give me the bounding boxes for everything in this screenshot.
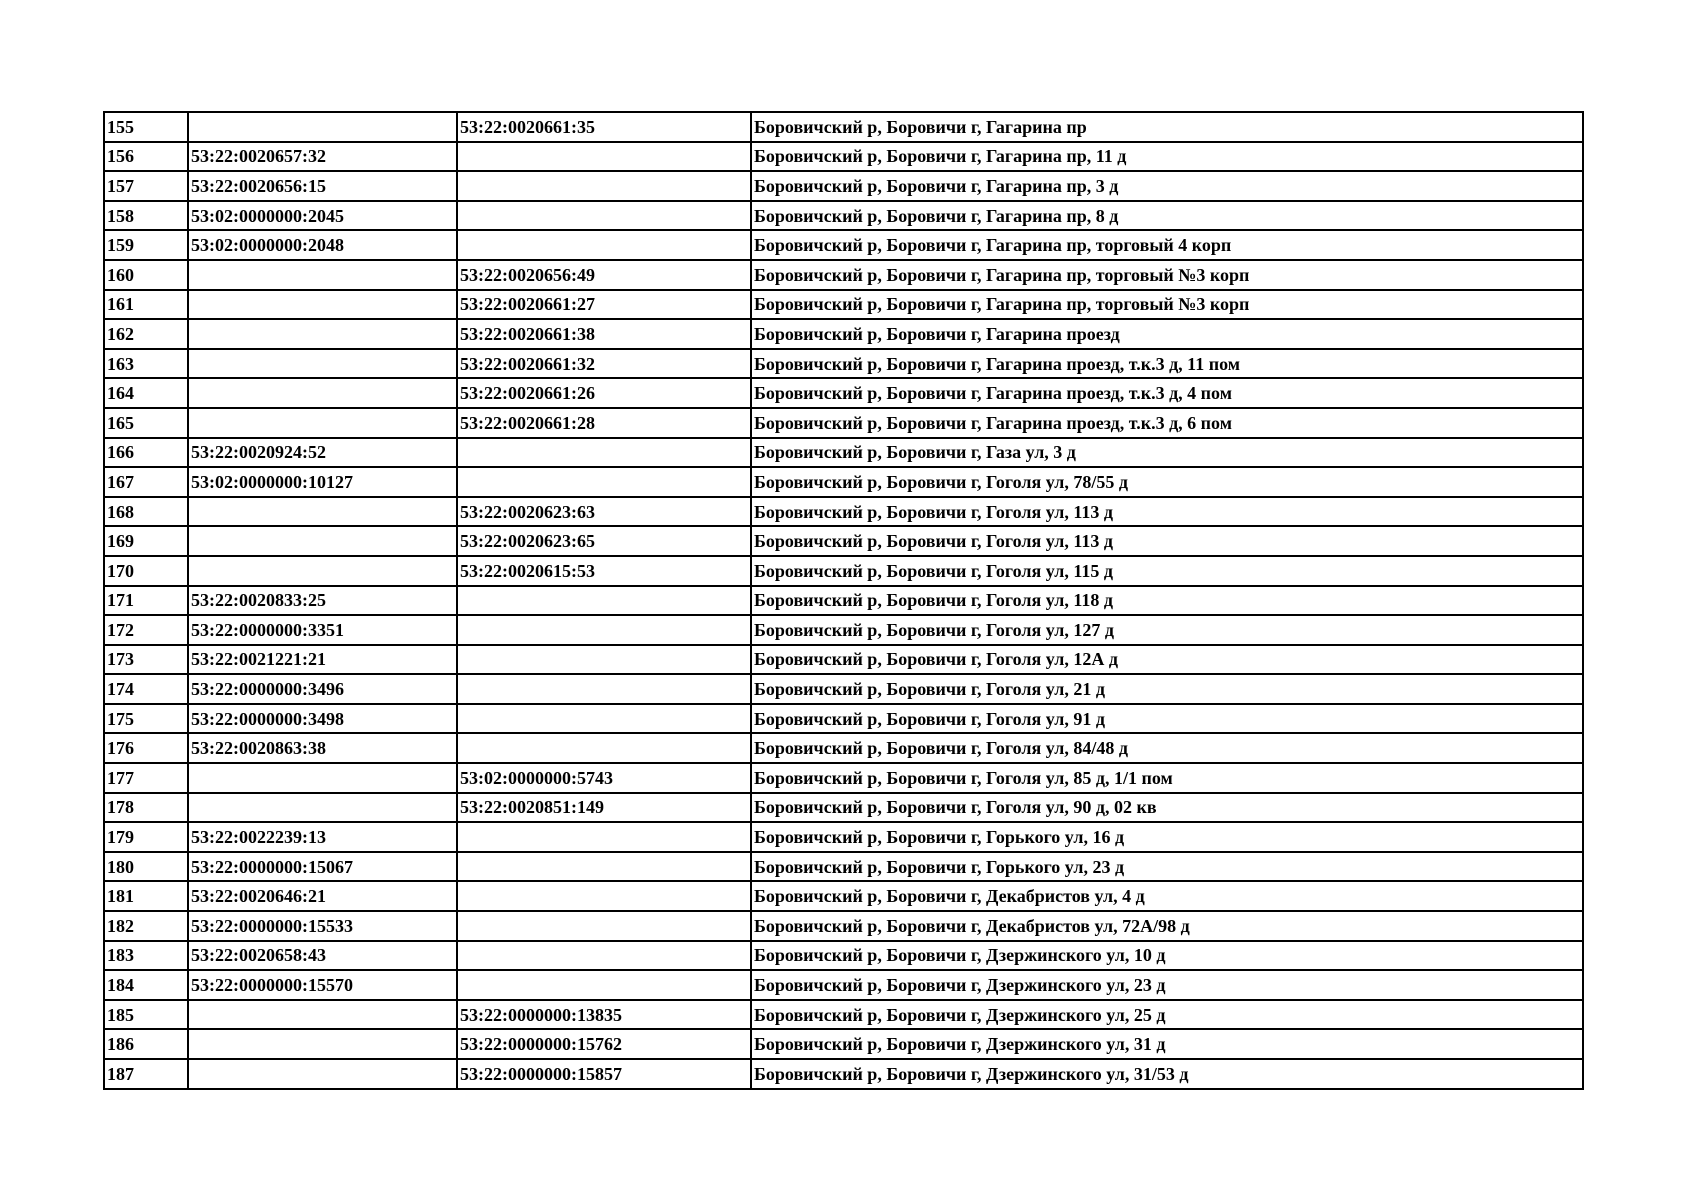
cadastral-number-b-cell (457, 970, 751, 1000)
table-row (104, 911, 1583, 941)
address-cell: Боровичский р, Боровичи г, Газа ул, 3 д (751, 438, 1583, 468)
table-row (104, 349, 1583, 379)
row-number-cell: 186 (104, 1029, 188, 1059)
table-row (104, 230, 1583, 260)
row-number-cell: 184 (104, 970, 188, 1000)
cadastral-number-a-cell (188, 793, 457, 823)
cadastral-number-a-cell (188, 290, 457, 320)
row-number-cell: 164 (104, 378, 188, 408)
row-number-cell: 165 (104, 408, 188, 438)
address-cell: Боровичский р, Боровичи г, Дзержинского ул, 25 д (751, 1000, 1583, 1030)
address-cell: Боровичский р, Боровичи г, Гоголя ул, 78/55 д (751, 467, 1583, 497)
address-cell: Боровичский р, Боровичи г, Гагарина пр (751, 112, 1583, 142)
cadastral-number-b-cell: 53:22:0000000:15857 (457, 1059, 751, 1089)
cadastral-number-b-cell (457, 674, 751, 704)
cadastral-number-b-cell (457, 438, 751, 468)
address-cell: Боровичский р, Боровичи г, Дзержинского ул, 31/53 д (751, 1059, 1583, 1089)
address-cell: Боровичский р, Боровичи г, Горького ул, 16 д (751, 822, 1583, 852)
table-row (104, 615, 1583, 645)
cadastral-number-a-cell (188, 319, 457, 349)
table-row (104, 112, 1583, 142)
row-number-cell: 187 (104, 1059, 188, 1089)
cadastral-number-a-cell: 53:22:0000000:3351 (188, 615, 457, 645)
row-number-cell: 178 (104, 793, 188, 823)
row-number-cell: 157 (104, 171, 188, 201)
row-number-cell: 160 (104, 260, 188, 290)
row-number-cell: 168 (104, 497, 188, 527)
cadastral-number-b-cell (457, 941, 751, 971)
cadastral-number-b-cell: 53:22:0020623:63 (457, 497, 751, 527)
row-number-cell: 176 (104, 733, 188, 763)
cadastral-number-a-cell (188, 1029, 457, 1059)
cadastral-number-a-cell (188, 763, 457, 793)
address-cell: Боровичский р, Боровичи г, Гагарина пр, торговый 4 корп (751, 230, 1583, 260)
table-row (104, 378, 1583, 408)
table-row (104, 142, 1583, 172)
address-cell: Боровичский р, Боровичи г, Гоголя ул, 21 д (751, 674, 1583, 704)
cadastral-number-a-cell: 53:22:0022239:13 (188, 822, 457, 852)
row-number-cell: 177 (104, 763, 188, 793)
table-row (104, 1000, 1583, 1030)
cadastral-number-a-cell: 53:02:0000000:2045 (188, 201, 457, 231)
row-number-cell: 182 (104, 911, 188, 941)
row-number-cell: 175 (104, 704, 188, 734)
row-number-cell: 170 (104, 556, 188, 586)
table-row (104, 497, 1583, 527)
table-row (104, 1059, 1583, 1089)
cadastral-number-b-cell (457, 230, 751, 260)
property-table (103, 111, 1584, 1090)
cadastral-number-b-cell: 53:22:0020656:49 (457, 260, 751, 290)
cadastral-number-b-cell (457, 201, 751, 231)
cadastral-number-a-cell: 53:22:0000000:15067 (188, 852, 457, 882)
cadastral-number-a-cell: 53:22:0000000:15533 (188, 911, 457, 941)
cadastral-number-b-cell: 53:22:0000000:13835 (457, 1000, 751, 1030)
cadastral-number-b-cell (457, 704, 751, 734)
row-number-cell: 166 (104, 438, 188, 468)
table-row (104, 290, 1583, 320)
address-cell: Боровичский р, Боровичи г, Дзержинского ул, 31 д (751, 1029, 1583, 1059)
cadastral-number-b-cell (457, 881, 751, 911)
cadastral-number-b-cell: 53:22:0020661:27 (457, 290, 751, 320)
cadastral-number-a-cell (188, 378, 457, 408)
cadastral-number-b-cell (457, 615, 751, 645)
cadastral-number-a-cell: 53:22:0020656:15 (188, 171, 457, 201)
table-row (104, 645, 1583, 675)
address-cell: Боровичский р, Боровичи г, Горького ул, 23 д (751, 852, 1583, 882)
row-number-cell: 172 (104, 615, 188, 645)
address-cell: Боровичский р, Боровичи г, Гоголя ул, 127 д (751, 615, 1583, 645)
table-row (104, 586, 1583, 616)
table-row (104, 260, 1583, 290)
row-number-cell: 163 (104, 349, 188, 379)
cadastral-number-b-cell (457, 645, 751, 675)
address-cell: Боровичский р, Боровичи г, Гагарина пр, торговый №3 корп (751, 290, 1583, 320)
table-row (104, 763, 1583, 793)
table-row (104, 704, 1583, 734)
row-number-cell: 167 (104, 467, 188, 497)
address-cell: Боровичский р, Боровичи г, Гагарина проезд, т.к.3 д, 4 пом (751, 378, 1583, 408)
address-cell: Боровичский р, Боровичи г, Гагарина проезд (751, 319, 1583, 349)
cadastral-number-a-cell: 53:22:0020863:38 (188, 733, 457, 763)
cadastral-number-a-cell: 53:22:0020658:43 (188, 941, 457, 971)
row-number-cell: 155 (104, 112, 188, 142)
table-row (104, 556, 1583, 586)
cadastral-number-a-cell: 53:22:0021221:21 (188, 645, 457, 675)
cadastral-number-b-cell (457, 822, 751, 852)
cadastral-number-a-cell (188, 1000, 457, 1030)
row-number-cell: 174 (104, 674, 188, 704)
row-number-cell: 162 (104, 319, 188, 349)
cadastral-number-a-cell: 53:22:0000000:3498 (188, 704, 457, 734)
cadastral-number-a-cell (188, 497, 457, 527)
cadastral-number-a-cell: 53:22:0020924:52 (188, 438, 457, 468)
address-cell: Боровичский р, Боровичи г, Дзержинского ул, 23 д (751, 970, 1583, 1000)
row-number-cell: 169 (104, 526, 188, 556)
row-number-cell: 159 (104, 230, 188, 260)
cadastral-number-a-cell: 53:02:0000000:2048 (188, 230, 457, 260)
address-cell: Боровичский р, Боровичи г, Гоголя ул, 85 д, 1/1 пом (751, 763, 1583, 793)
table-row (104, 674, 1583, 704)
cadastral-number-b-cell: 53:22:0020851:149 (457, 793, 751, 823)
cadastral-number-b-cell: 53:22:0020661:28 (457, 408, 751, 438)
cadastral-number-a-cell: 53:22:0020657:32 (188, 142, 457, 172)
address-cell: Боровичский р, Боровичи г, Гагарина пр, 8 д (751, 201, 1583, 231)
cadastral-number-b-cell: 53:22:0020661:35 (457, 112, 751, 142)
row-number-cell: 185 (104, 1000, 188, 1030)
table-row (104, 1029, 1583, 1059)
cadastral-number-b-cell: 53:22:0020661:32 (457, 349, 751, 379)
row-number-cell: 180 (104, 852, 188, 882)
cadastral-number-b-cell: 53:22:0020661:26 (457, 378, 751, 408)
row-number-cell: 183 (104, 941, 188, 971)
table-row (104, 408, 1583, 438)
address-cell: Боровичский р, Боровичи г, Гагарина проезд, т.к.3 д, 11 пом (751, 349, 1583, 379)
table-row (104, 467, 1583, 497)
address-cell: Боровичский р, Боровичи г, Гоголя ул, 113 д (751, 526, 1583, 556)
address-cell: Боровичский р, Боровичи г, Гоголя ул, 84/48 д (751, 733, 1583, 763)
cadastral-number-a-cell: 53:22:0020646:21 (188, 881, 457, 911)
address-cell: Боровичский р, Боровичи г, Гоголя ул, 113 д (751, 497, 1583, 527)
address-cell: Боровичский р, Боровичи г, Гагарина пр, торговый №3 корп (751, 260, 1583, 290)
cadastral-number-a-cell (188, 526, 457, 556)
address-cell: Боровичский р, Боровичи г, Декабристов ул, 4 д (751, 881, 1583, 911)
table-row (104, 201, 1583, 231)
cadastral-number-a-cell (188, 349, 457, 379)
cadastral-number-b-cell: 53:22:0020661:38 (457, 319, 751, 349)
address-cell: Боровичский р, Боровичи г, Гоголя ул, 12А д (751, 645, 1583, 675)
cadastral-number-b-cell: 53:02:0000000:5743 (457, 763, 751, 793)
address-cell: Боровичский р, Боровичи г, Гоголя ул, 90 д, 02 кв (751, 793, 1583, 823)
cadastral-number-a-cell: 53:02:0000000:10127 (188, 467, 457, 497)
row-number-cell: 171 (104, 586, 188, 616)
table-row (104, 793, 1583, 823)
cadastral-number-b-cell (457, 733, 751, 763)
row-number-cell: 181 (104, 881, 188, 911)
cadastral-number-a-cell (188, 408, 457, 438)
table-row (104, 526, 1583, 556)
cadastral-number-b-cell (457, 171, 751, 201)
table-row (104, 733, 1583, 763)
table-row (104, 822, 1583, 852)
cadastral-number-b-cell (457, 467, 751, 497)
cadastral-number-b-cell (457, 142, 751, 172)
address-cell: Боровичский р, Боровичи г, Гагарина проезд, т.к.3 д, 6 пом (751, 408, 1583, 438)
address-cell: Боровичский р, Боровичи г, Дзержинского ул, 10 д (751, 941, 1583, 971)
table-row (104, 319, 1583, 349)
table-row (104, 171, 1583, 201)
property-table-body (104, 112, 1583, 1089)
cadastral-number-a-cell (188, 1059, 457, 1089)
table-row (104, 881, 1583, 911)
cadastral-number-a-cell: 53:22:0000000:15570 (188, 970, 457, 1000)
table-row (104, 970, 1583, 1000)
cadastral-number-a-cell: 53:22:0000000:3496 (188, 674, 457, 704)
cadastral-number-b-cell (457, 586, 751, 616)
row-number-cell: 161 (104, 290, 188, 320)
address-cell: Боровичский р, Боровичи г, Гоголя ул, 91 д (751, 704, 1583, 734)
row-number-cell: 158 (104, 201, 188, 231)
cadastral-number-b-cell: 53:22:0000000:15762 (457, 1029, 751, 1059)
table-row (104, 941, 1583, 971)
address-cell: Боровичский р, Боровичи г, Гоголя ул, 115 д (751, 556, 1583, 586)
cadastral-number-a-cell: 53:22:0020833:25 (188, 586, 457, 616)
cadastral-number-a-cell (188, 112, 457, 142)
row-number-cell: 156 (104, 142, 188, 172)
address-cell: Боровичский р, Боровичи г, Гагарина пр, 11 д (751, 142, 1583, 172)
cadastral-number-b-cell: 53:22:0020615:53 (457, 556, 751, 586)
table-row (104, 438, 1583, 468)
row-number-cell: 179 (104, 822, 188, 852)
table-row (104, 852, 1583, 882)
cadastral-number-a-cell (188, 556, 457, 586)
row-number-cell: 173 (104, 645, 188, 675)
address-cell: Боровичский р, Боровичи г, Гагарина пр, 3 д (751, 171, 1583, 201)
address-cell: Боровичский р, Боровичи г, Декабристов ул, 72А/98 д (751, 911, 1583, 941)
cadastral-number-b-cell (457, 911, 751, 941)
address-cell: Боровичский р, Боровичи г, Гоголя ул, 118 д (751, 586, 1583, 616)
cadastral-number-b-cell (457, 852, 751, 882)
cadastral-number-b-cell: 53:22:0020623:65 (457, 526, 751, 556)
cadastral-number-a-cell (188, 260, 457, 290)
